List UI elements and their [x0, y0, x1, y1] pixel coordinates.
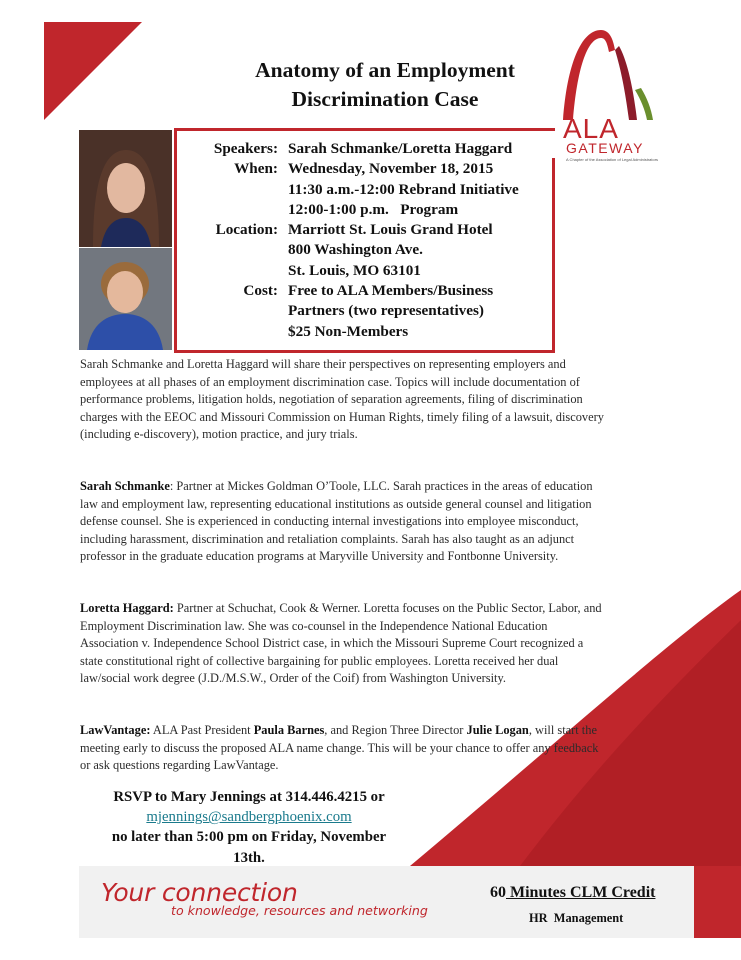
location-street: 800 Washington Ave.	[288, 241, 423, 259]
credit-text: Minutes CLM Credit	[506, 884, 656, 901]
bio-sarah-name: Sarah Schmanke	[80, 479, 170, 493]
rsvp-line-3: no later than 5:00 pm on Friday, November	[111, 829, 387, 846]
speakers-label: Speakers:	[213, 140, 278, 157]
credit-minutes: 60	[490, 884, 506, 901]
bio-sarah	[80, 478, 605, 566]
rsvp-block	[82, 787, 416, 868]
logo-tagline: A Chapter of the Association of Legal Administrators	[566, 157, 659, 162]
top-left-red-triangle	[44, 22, 142, 120]
intro-paragraph: Sarah Schmanke and Loretta Haggard will share their perspectives on representing employers and employees at all phases of an employment discrimination case. Topics will include documentation of performance problems, litigation holds, negotiation of separation agreements, filing of discrimination charges with the EEOC and Missouri Commission on Human Rights, timely filing of a lawsuit, discovery (including e-discovery), motion practice, and jury trials.	[80, 357, 604, 442]
rsvp-email-link[interactable]: mjennings@sandbergphoenix.com	[146, 809, 352, 826]
bio-loretta	[80, 600, 605, 688]
lawvantage-person-2: Julie Logan	[466, 723, 529, 737]
bio-sarah-text: : Partner at Mickes Goldman O’Toole, LLC. Sarah practices in the areas of education law and employment law, representing educational institutions as outside general counsel and litigation defense counsel. She is experienced in conducting internal investigations into employee misconduct, including harassment, discrimination and retaliation complaints. Sarah has also taught as an adjunct professor in the graduate education programs at Maryville University and Fontbonne University.	[80, 479, 593, 564]
speaker-photo-loretta	[79, 248, 172, 350]
event-details	[200, 139, 519, 342]
speakers-value: Sarah Schmanke/Loretta Haggard	[288, 140, 513, 157]
bio-loretta-text: Partner at Schuchat, Cook & Werner. Loretta focuses on the Public Sector, Labor, and Employment Discrimination law. She was co-counsel in the Independence National Education Association v. Independence School District case, in which the Missouri Supreme Court recognized a state constitutional right of collective bargaining for public employees. Loretta received her dual law/social work degree (J.D./M.S.W., Order of the Coif) from Washington University.	[80, 601, 602, 686]
location-name: Marriott St. Louis Grand Hotel	[288, 221, 493, 239]
title-line-1: Anatomy of an Employment	[255, 58, 515, 82]
lawvantage-text-3: , will start the meeting early to discuss the proposed ALA name change. This will be your chance to offer any feedback or ask questions regarding LawVantage.	[80, 723, 599, 773]
cost-label: Cost:	[243, 282, 278, 300]
rsvp-line-1: RSVP to Mary Jennings at 314.446.4215 or	[113, 789, 385, 805]
when-label: When:	[234, 160, 278, 178]
lawvantage-paragraph	[80, 722, 605, 775]
bio-loretta-name: Loretta Haggard:	[80, 601, 174, 615]
lawvantage-person-1: Paula Barnes	[253, 723, 325, 737]
logo-name: ALA	[563, 113, 619, 144]
cost-line-1: Free to ALA Members/Business	[288, 282, 494, 300]
arch-maroon	[615, 46, 637, 120]
when-rebrand: 11:30 a.m.-12:00 Rebrand Initiative	[288, 180, 519, 198]
location-label: Location:	[215, 221, 278, 239]
lawvantage-label: LawVantage:	[80, 723, 151, 737]
arch-green	[635, 88, 653, 120]
location-city: St. Louis, MO 63101	[288, 261, 421, 279]
lawvantage-text-2: , and Region Three Director	[324, 723, 467, 737]
hr-management: HR Management	[529, 911, 624, 925]
cost-line-2: Partners (two representatives)	[288, 302, 484, 320]
footer-tagline-sub: to knowledge, resources and networking	[171, 903, 428, 918]
lawvantage-text-1: ALA Past President	[150, 723, 254, 737]
cost-line-3: $25 Non-Members	[288, 322, 409, 340]
info-box-right-border	[552, 158, 555, 350]
when-date: Wednesday, November 18, 2015	[288, 160, 494, 178]
when-program: 12:00-1:00 p.m. Program	[288, 200, 459, 218]
title-line-2: Discrimination Case	[291, 87, 479, 111]
logo-sub: GATEWAY	[566, 140, 644, 156]
rsvp-line-4: 13th.	[233, 849, 265, 866]
clm-credit	[490, 884, 655, 902]
speaker-photo-sarah	[79, 130, 172, 247]
footer-tagline-main: Your connection	[101, 878, 298, 907]
page-title	[190, 56, 580, 114]
